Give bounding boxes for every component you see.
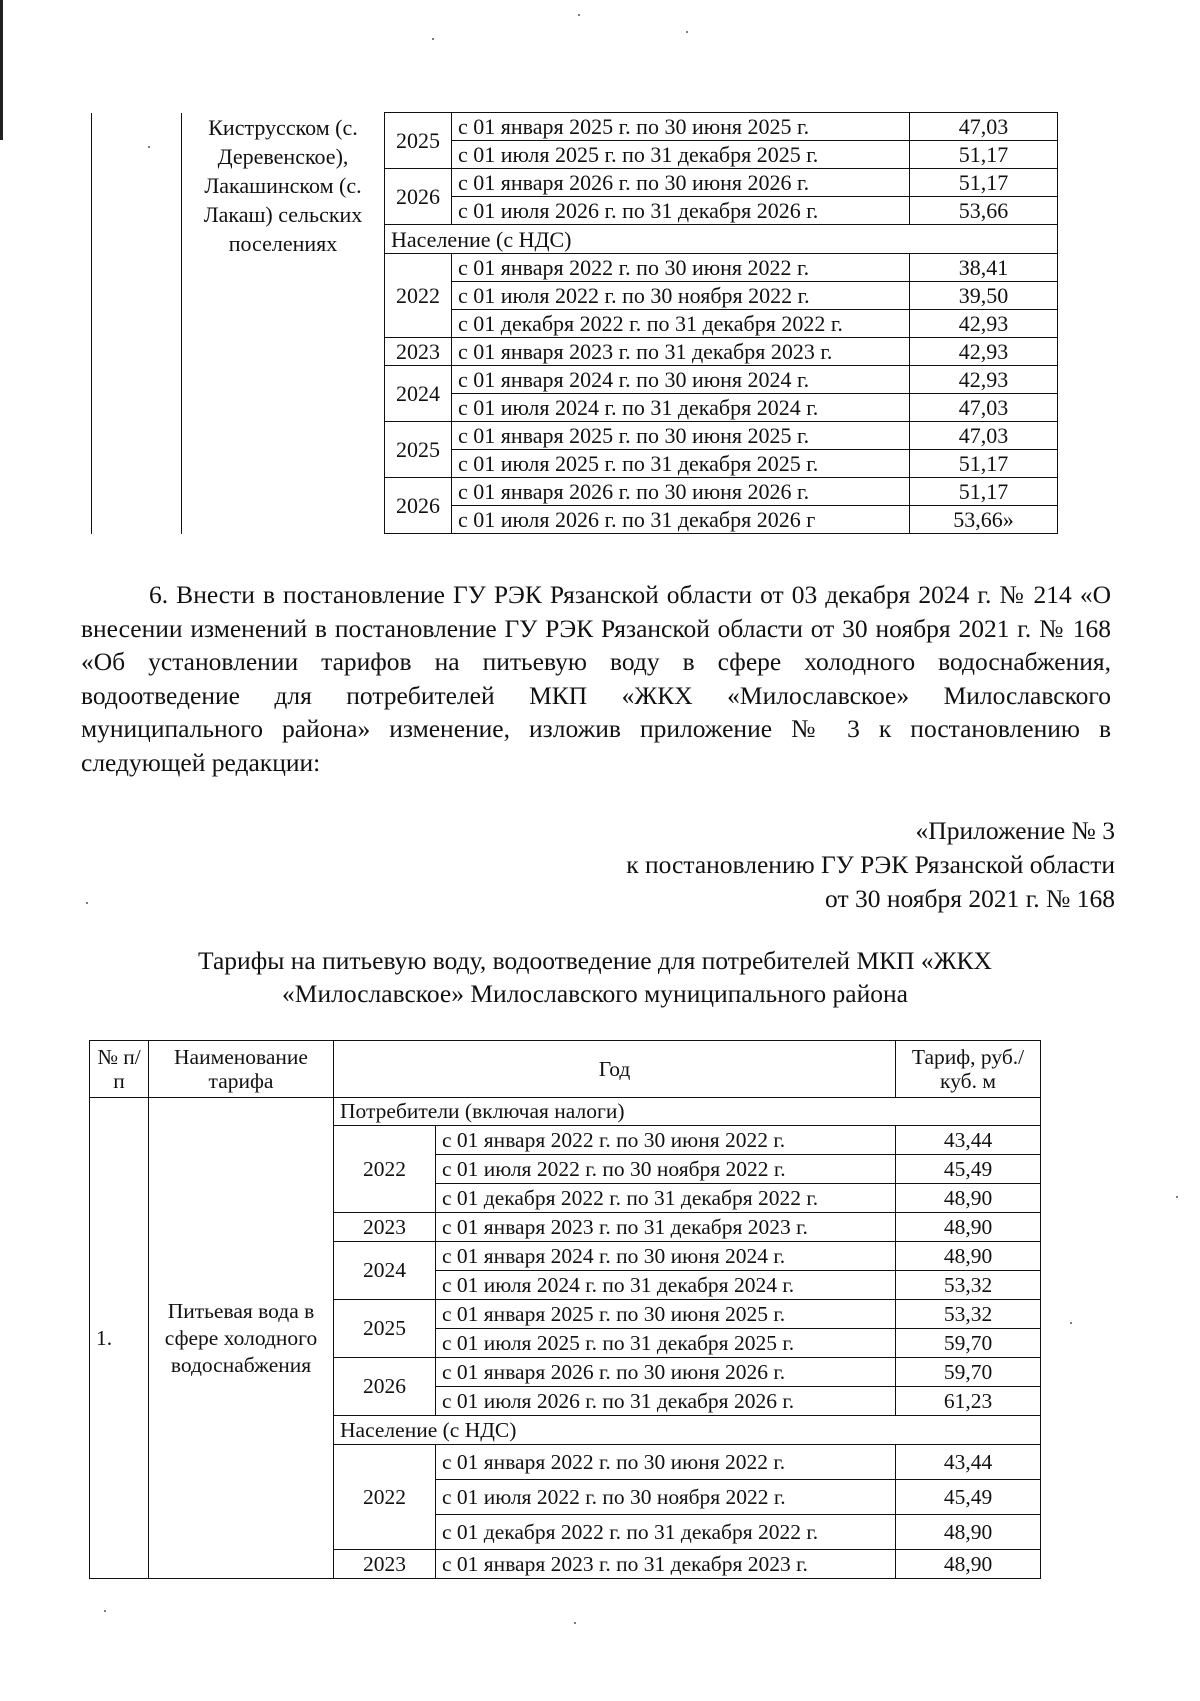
tariff-cell: 59,70	[896, 1358, 1041, 1387]
period-cell: с 01 января 2026 г. по 30 июня 2026 г.	[436, 1358, 896, 1387]
population-section-label: Население (с НДС)	[385, 225, 1058, 254]
settlement-cell: Киструсском (с. Деревенское), Лакашинском (с. Лакаш) сельских поселениях	[182, 113, 385, 534]
year-cell: 2025	[334, 1300, 436, 1358]
tariff-cell: 45,49	[896, 1480, 1041, 1515]
tariff-table-continued	[91, 112, 1058, 534]
period-cell: с 01 января 2024 г. по 30 июня 2024 г.	[436, 1242, 896, 1271]
annex-line: «Приложение № 3	[915, 816, 1115, 845]
tariff-cell: 45,49	[896, 1155, 1041, 1184]
consumers-section-label: Потребители (включая налоги)	[334, 1098, 1041, 1126]
tariff-cell: 39,50	[910, 282, 1058, 310]
tariff-cell: 53,32	[896, 1300, 1041, 1329]
period-cell: с 01 июля 2025 г. по 31 декабря 2025 г.	[452, 450, 910, 478]
scan-speck	[104, 1610, 106, 1612]
tariff-table-title	[90, 944, 1100, 1010]
tariff-cell: 51,17	[910, 141, 1058, 169]
period-cell: с 01 июля 2025 г. по 31 декабря 2025 г.	[436, 1329, 896, 1358]
year-cell: 2025	[385, 113, 452, 169]
tariff-cell: 48,90	[896, 1242, 1041, 1271]
population-section-label: Население (с НДС)	[334, 1416, 1041, 1445]
scan-speck	[86, 902, 88, 904]
scan-speck	[432, 38, 434, 40]
year-cell: 2023	[385, 338, 452, 366]
period-cell: с 01 января 2023 г. по 31 декабря 2023 г.	[436, 1213, 896, 1242]
tariff-cell: 48,90	[896, 1213, 1041, 1242]
tariff-cell: 47,03	[910, 113, 1058, 141]
title-line: «Милославское» Милославского муниципального района	[282, 979, 908, 1008]
scan-speck	[574, 1622, 576, 1624]
period-cell: с 01 июля 2024 г. по 31 декабря 2024 г.	[452, 394, 910, 422]
scan-edge-line	[0, 0, 3, 140]
tariff-cell: 47,03	[910, 394, 1058, 422]
tariff-cell: 53,66	[910, 197, 1058, 225]
period-cell: с 01 января 2023 г. по 31 декабря 2023 г.	[436, 1550, 896, 1579]
tariff-name: Питьевая вода в сфере холодного водоснабжения	[149, 1098, 334, 1579]
tariff-cell: 53,32	[896, 1271, 1041, 1300]
period-cell: с 01 января 2026 г. по 30 июня 2026 г.	[452, 478, 910, 506]
year-cell: 2026	[385, 169, 452, 225]
tariff-table-milosl	[89, 1040, 1041, 1579]
tariff-cell: 59,70	[896, 1329, 1041, 1358]
title-line: Тарифы на питьевую воду, водоотведение для потребителей МКП «ЖКХ	[198, 946, 992, 975]
tariff-cell: 61,23	[896, 1387, 1041, 1416]
tariff-cell: 43,44	[896, 1445, 1041, 1480]
tariff-cell: 48,90	[896, 1515, 1041, 1550]
period-cell: с 01 июля 2026 г. по 31 декабря 2026 г.	[452, 197, 910, 225]
period-cell: с 01 июля 2022 г. по 30 ноября 2022 г.	[436, 1155, 896, 1184]
year-cell: 2023	[334, 1213, 436, 1242]
period-cell: с 01 декабря 2022 г. по 31 декабря 2022 г.	[436, 1184, 896, 1213]
scan-speck	[1070, 1322, 1072, 1324]
amendment-paragraph: 6. Внести в постановление ГУ РЭК Рязанской области от 03 декабря 2024 г. № 214 «О внесении изменений в постановление ГУ РЭК Рязанской области от 30 ноября 2021 г. № 168 «Об установлении тарифов на питьевую воду в сфере холодного водоснабжения, водоотведение для потребителей МКП «ЖКХ «Милославское» Милославского муниципального района» изменение, изложив приложение № 3 к постановлению в следующей редакции:	[81, 580, 1111, 777]
period-cell: с 01 июля 2026 г. по 31 декабря 2026 г.	[436, 1387, 896, 1416]
row-number: 1.	[90, 1098, 149, 1579]
tariff-cell: 43,44	[896, 1126, 1041, 1155]
year-cell: 2024	[385, 366, 452, 422]
period-cell: с 01 июля 2022 г. по 30 ноября 2022 г.	[436, 1480, 896, 1515]
tariff-cell: 38,41	[910, 254, 1058, 282]
tariff-cell: 42,93	[910, 310, 1058, 338]
period-cell: с 01 января 2022 г. по 30 июня 2022 г.	[452, 254, 910, 282]
tariff-cell: 48,90	[896, 1184, 1041, 1213]
period-cell: с 01 июля 2025 г. по 31 декабря 2025 г.	[452, 141, 910, 169]
period-cell: с 01 января 2022 г. по 30 июня 2022 г.	[436, 1445, 896, 1480]
year-cell: 2022	[334, 1126, 436, 1213]
period-cell: с 01 июля 2024 г. по 31 декабря 2024 г.	[436, 1271, 896, 1300]
scan-speck	[578, 14, 580, 16]
period-cell: с 01 января 2025 г. по 30 июня 2025 г.	[436, 1300, 896, 1329]
header-name: Наименование тарифа	[149, 1041, 334, 1098]
tariff-cell: 51,17	[910, 169, 1058, 197]
period-cell: с 01 января 2025 г. по 30 июня 2025 г.	[452, 422, 910, 450]
tariff-cell: 51,17	[910, 450, 1058, 478]
period-cell: с 01 декабря 2022 г. по 31 декабря 2022 г.	[452, 310, 910, 338]
annex-line: к постановлению ГУ РЭК Рязанской области	[626, 850, 1115, 879]
year-cell: 2022	[334, 1445, 436, 1550]
period-cell: с 01 января 2025 г. по 30 июня 2025 г.	[452, 113, 910, 141]
num-cell-empty	[92, 113, 182, 534]
period-cell: с 01 января 2023 г. по 31 декабря 2023 г.	[452, 338, 910, 366]
header-tariff: Тариф, руб./куб. м	[896, 1041, 1041, 1098]
tariff-cell: 51,17	[910, 478, 1058, 506]
year-cell: 2026	[385, 478, 452, 534]
year-cell: 2023	[334, 1550, 436, 1579]
scan-speck	[686, 31, 688, 33]
header-year: Год	[334, 1041, 896, 1098]
scan-speck	[148, 146, 150, 148]
scan-speck	[1176, 1196, 1178, 1198]
annex-line: от 30 ноября 2021 г. № 168	[825, 884, 1115, 913]
tariff-cell: 42,93	[910, 366, 1058, 394]
tariff-cell: 48,90	[896, 1550, 1041, 1579]
period-cell: с 01 июля 2022 г. по 30 ноября 2022 г.	[452, 282, 910, 310]
year-cell: 2026	[334, 1358, 436, 1416]
year-cell: 2024	[334, 1242, 436, 1300]
period-cell: с 01 января 2026 г. по 30 июня 2026 г.	[452, 169, 910, 197]
period-cell: с 01 декабря 2022 г. по 31 декабря 2022 г.	[436, 1515, 896, 1550]
tariff-cell: 47,03	[910, 422, 1058, 450]
tariff-cell: 53,66»	[910, 506, 1058, 534]
tariff-cell: 42,93	[910, 338, 1058, 366]
year-cell: 2025	[385, 422, 452, 478]
period-cell: с 01 января 2022 г. по 30 июня 2022 г.	[436, 1126, 896, 1155]
year-cell: 2022	[385, 254, 452, 338]
annex-header	[626, 814, 1115, 916]
period-cell: с 01 января 2024 г. по 30 июня 2024 г.	[452, 366, 910, 394]
period-cell: с 01 июля 2026 г. по 31 декабря 2026 г	[452, 506, 910, 534]
header-num: № п/п	[90, 1041, 149, 1098]
